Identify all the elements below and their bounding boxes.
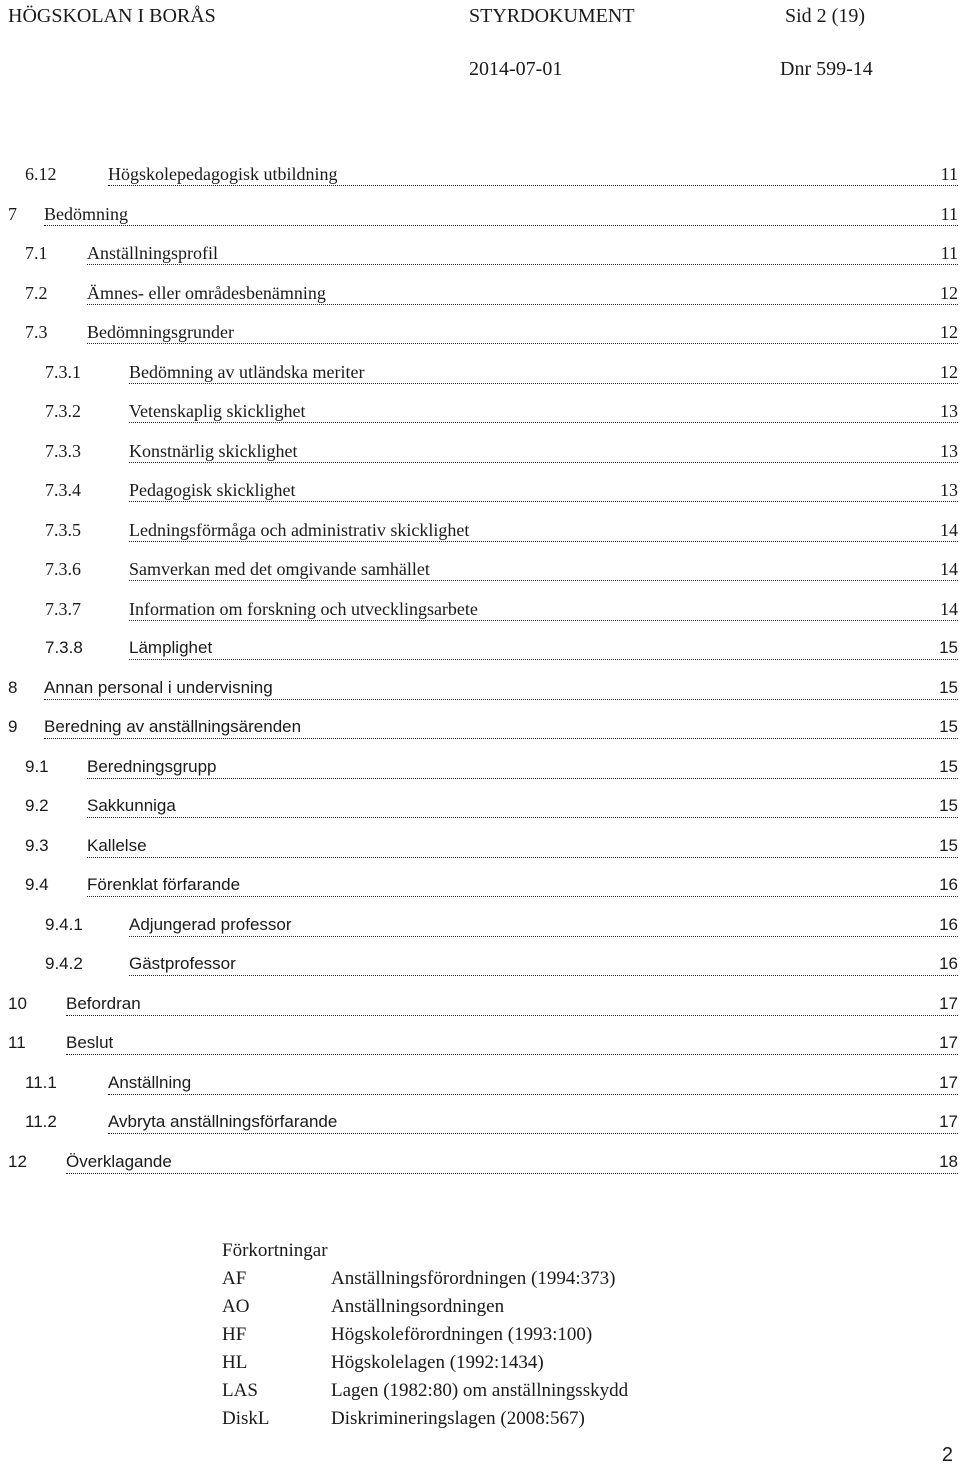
toc-entry[interactable] [0,1073,958,1103]
toc-dot-leader [66,1152,958,1174]
toc-entry-number: 7.3.6 [45,559,81,579]
toc-entry-title: Gästprofessor [129,954,236,973]
toc-entry-page: 17 [939,1033,958,1052]
toc-entry-page: 14 [940,599,958,619]
toc-entry-page: 14 [940,559,958,579]
abbreviation-definition: Högskoleförordningen (1993:100) [331,1324,593,1345]
toc-entry-page: 11 [940,243,958,263]
toc-entry[interactable] [0,1033,958,1063]
toc-entry-number: 9.4 [25,875,49,894]
toc-entry-page: 13 [940,480,958,500]
toc-entry-page: 12 [940,362,958,382]
toc-dot-leader [66,1033,958,1055]
abbreviation-code: HL [222,1352,248,1373]
toc-entry-page: 15 [939,796,958,815]
toc-entry[interactable] [0,717,958,747]
toc-entry-title: Anställning [108,1073,192,1092]
toc-entry-number: 9.4.2 [45,954,83,973]
toc-entry-page: 16 [939,915,958,934]
toc-entry-title: Konstnärlig skicklighet [129,441,298,461]
toc-entry-number: 9 [8,717,18,736]
abbreviation-code: AF [222,1268,247,1289]
toc-entry-page: 15 [939,757,958,776]
toc-entry-page: 15 [939,678,958,697]
toc-entry[interactable] [0,322,958,352]
abbreviation-definition: Diskrimineringslagen (2008:567) [331,1408,585,1429]
toc-dot-leader [129,638,958,660]
toc-entry-page: 16 [939,954,958,973]
abbreviation-code: DiskL [222,1408,270,1429]
toc-entry-title: Information om forskning och utvecklingsarbete [129,599,478,619]
toc-entry-number: 7.2 [25,283,48,303]
toc-entry[interactable] [0,994,958,1024]
toc-entry-title: Förenklat förfarande [87,875,241,894]
toc-entry-number: 9.3 [25,836,49,855]
toc-entry[interactable] [0,954,958,984]
toc-entry[interactable] [0,480,958,510]
toc-entry-title: Överklagande [66,1152,172,1171]
toc-entry-page: 12 [940,322,958,342]
toc-entry-title: Avbryta anställningsförfarande [108,1112,338,1131]
abbreviation-definition: Anställningsförordningen (1994:373) [331,1268,616,1289]
toc-entry-page: 13 [940,401,958,421]
toc-entry[interactable] [0,796,958,826]
toc-entry[interactable] [0,757,958,787]
toc-entry-number: 7.3.8 [45,638,83,657]
toc-entry[interactable] [0,243,958,273]
header-page-label: Sid 2 (19) [785,5,865,27]
toc-entry-title: Befordran [66,994,141,1013]
toc-entry-number: 7.3.1 [45,362,81,382]
toc-entry[interactable] [0,678,958,708]
toc-entry[interactable] [0,164,958,194]
toc-entry[interactable] [0,599,958,629]
toc-entry-title: Vetenskaplig skicklighet [129,401,306,421]
toc-entry-number: 9.2 [25,796,49,815]
toc-entry[interactable] [0,401,958,431]
toc-entry[interactable] [0,836,958,866]
toc-entry-page: 18 [939,1152,958,1171]
toc-entry-page: 13 [940,441,958,461]
toc-entry[interactable] [0,915,958,945]
abbreviation-definition: Anställningsordningen [331,1296,505,1317]
toc-dot-leader [87,796,958,818]
toc-entry-page: 17 [939,1073,958,1092]
toc-entry-number: 7.3.2 [45,401,81,421]
toc-entry-title: Kallelse [87,836,147,855]
toc-entry-number: 7.3.3 [45,441,81,461]
toc-dot-leader [87,836,958,858]
abbreviation-definition: Högskolelagen (1992:1434) [331,1352,544,1373]
toc-entry-page: 17 [939,1112,958,1131]
toc-entry-title: Beslut [66,1033,114,1052]
header-doc-type: STYRDOKUMENT [469,5,635,27]
toc-entry-page: 12 [940,283,958,303]
toc-entry-title: Bedömning [44,204,128,224]
toc-dot-leader [108,1073,958,1095]
toc-entry-number: 7.3.5 [45,520,81,540]
toc-entry[interactable] [0,283,958,313]
toc-entry-number: 7.3 [25,322,48,342]
toc-entry-number: 11 [8,1033,26,1052]
abbreviation-definition: Lagen (1982:80) om anställningsskydd [331,1380,629,1401]
toc-dot-leader [66,994,958,1016]
header-reg-number: Dnr 599-14 [780,58,873,80]
toc-entry-page: 17 [939,994,958,1013]
page-number: 2 [941,1444,953,1466]
toc-entry[interactable] [0,559,958,589]
toc-entry-number: 7 [8,204,17,224]
toc-entry[interactable] [0,362,958,392]
toc-entry-title: Lämplighet [129,638,213,657]
toc-entry-page: 14 [940,520,958,540]
toc-entry-title: Bedömningsgrunder [87,322,234,342]
toc-entry-page: 15 [939,638,958,657]
toc-entry[interactable] [0,204,958,234]
toc-entry-page: 11 [940,204,958,224]
toc-entry-title: Bedömning av utländska meriter [129,362,365,382]
toc-entry[interactable] [0,1112,958,1142]
toc-entry-number: 8 [8,678,18,697]
toc-dot-leader [129,954,958,976]
toc-entry-title: Högskolepedagogisk utbildning [108,164,338,184]
toc-entry-title: Pedagogisk skicklighet [129,480,296,500]
toc-entry-number: 11.1 [25,1073,57,1092]
toc-entry[interactable] [0,875,958,905]
toc-entry-title: Samverkan med det omgivande samhället [129,559,430,579]
abbreviation-code: HF [222,1324,247,1345]
toc-entry-page: 16 [939,875,958,894]
toc-entry-title: Beredningsgrupp [87,757,217,776]
toc-entry-number: 7.3.4 [45,480,81,500]
header-date: 2014-07-01 [469,58,563,80]
toc-entry-number: 7.3.7 [45,599,81,619]
abbreviation-code: AO [222,1296,250,1317]
toc-entry-number: 10 [8,994,27,1013]
toc-entry-title: Annan personal i undervisning [44,678,273,697]
toc-entry-title: Adjungerad professor [129,915,292,934]
toc-entry-title: Beredning av anställningsärenden [44,717,302,736]
abbreviation-code: LAS [222,1380,258,1401]
toc-entry-title: Sakkunniga [87,796,176,815]
toc-entry-page: 11 [940,164,958,184]
abbreviations-heading: Förkortningar [222,1240,328,1261]
toc-entry[interactable] [0,520,958,550]
toc-entry-number: 9.1 [25,757,49,776]
toc-dot-leader [44,204,958,226]
toc-entry-number: 9.4.1 [45,915,83,934]
toc-entry-title: Anställningsprofil [87,243,218,263]
toc-entry-title: Ämnes- eller områdesbenämning [87,283,326,303]
header-institution: HÖGSKOLAN I BORÅS [8,5,216,27]
toc-entry-page: 15 [939,836,958,855]
toc-entry-number: 6.12 [25,164,57,184]
toc-entry-number: 7.1 [25,243,48,263]
toc-entry[interactable] [0,638,958,668]
toc-entry-page: 15 [939,717,958,736]
toc-entry-number: 11.2 [25,1112,57,1131]
toc-entry[interactable] [0,441,958,471]
toc-entry-title: Ledningsförmåga och administrativ skicklighet [129,520,470,540]
toc-entry[interactable] [0,1152,958,1182]
toc-entry-number: 12 [8,1152,27,1171]
